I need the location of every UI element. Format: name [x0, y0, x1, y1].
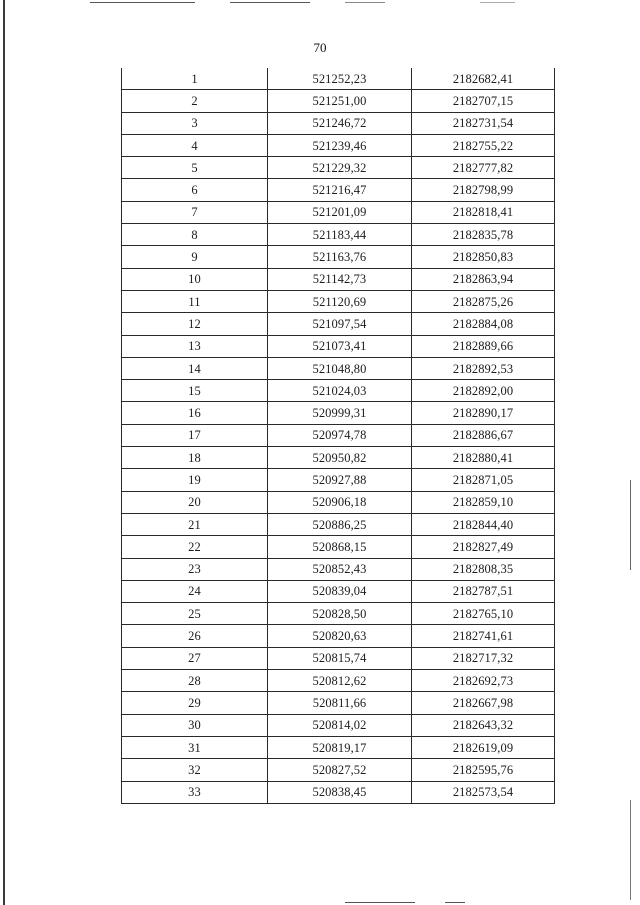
y-coordinate-cell: 2182890,17	[412, 402, 555, 424]
x-coordinate-cell: 521120,69	[268, 290, 412, 312]
x-coordinate-cell: 521201,09	[268, 201, 412, 223]
x-coordinate-cell: 520812,62	[268, 670, 412, 692]
x-coordinate-cell: 520827,52	[268, 759, 412, 781]
table-row	[122, 157, 555, 179]
scan-edge-top-4	[480, 2, 515, 3]
x-coordinate-cell: 521251,00	[268, 90, 412, 112]
y-coordinate-cell: 2182818,41	[412, 201, 555, 223]
x-coordinate-cell: 520820,63	[268, 625, 412, 647]
point-number-cell: 21	[122, 513, 268, 535]
point-number-cell: 6	[122, 179, 268, 201]
point-number-cell: 24	[122, 580, 268, 602]
x-coordinate-cell: 520852,43	[268, 558, 412, 580]
x-coordinate-cell: 521142,73	[268, 268, 412, 290]
point-number-cell: 11	[122, 290, 268, 312]
y-coordinate-cell: 2182871,05	[412, 469, 555, 491]
table-row	[122, 134, 555, 156]
table-row	[122, 491, 555, 513]
x-coordinate-cell: 521097,54	[268, 313, 412, 335]
x-coordinate-cell: 521229,32	[268, 157, 412, 179]
table-row	[122, 290, 555, 312]
scan-edge-top-2	[230, 2, 310, 3]
table-row	[122, 558, 555, 580]
point-number-cell: 18	[122, 447, 268, 469]
point-number-cell: 28	[122, 670, 268, 692]
x-coordinate-cell: 521048,80	[268, 357, 412, 379]
y-coordinate-cell: 2182880,41	[412, 447, 555, 469]
point-number-cell: 31	[122, 736, 268, 758]
x-coordinate-cell: 521073,41	[268, 335, 412, 357]
point-number-cell: 13	[122, 335, 268, 357]
y-coordinate-cell: 2182892,53	[412, 357, 555, 379]
table-row	[122, 90, 555, 112]
point-number-cell: 9	[122, 246, 268, 268]
x-coordinate-cell: 521252,23	[268, 68, 412, 90]
point-number-cell: 3	[122, 112, 268, 134]
table-row	[122, 714, 555, 736]
y-coordinate-cell: 2182765,10	[412, 603, 555, 625]
y-coordinate-cell: 2182884,08	[412, 313, 555, 335]
x-coordinate-cell: 520868,15	[268, 536, 412, 558]
point-number-cell: 29	[122, 692, 268, 714]
table-row	[122, 424, 555, 446]
point-number-cell: 15	[122, 380, 268, 402]
x-coordinate-cell: 520814,02	[268, 714, 412, 736]
table-row	[122, 402, 555, 424]
table-row	[122, 536, 555, 558]
scan-edge-top-3	[345, 2, 385, 3]
scan-edge-right-1	[630, 480, 631, 570]
x-coordinate-cell: 521183,44	[268, 224, 412, 246]
table-row	[122, 759, 555, 781]
table-row	[122, 625, 555, 647]
y-coordinate-cell: 2182859,10	[412, 491, 555, 513]
y-coordinate-cell: 2182850,83	[412, 246, 555, 268]
point-number-cell: 26	[122, 625, 268, 647]
point-number-cell: 16	[122, 402, 268, 424]
x-coordinate-cell: 520819,17	[268, 736, 412, 758]
y-coordinate-cell: 2182875,26	[412, 290, 555, 312]
table-row	[122, 224, 555, 246]
table-row	[122, 670, 555, 692]
table-row	[122, 246, 555, 268]
x-coordinate-cell: 520811,66	[268, 692, 412, 714]
table-row	[122, 647, 555, 669]
y-coordinate-cell: 2182707,15	[412, 90, 555, 112]
y-coordinate-cell: 2182643,32	[412, 714, 555, 736]
point-number-cell: 14	[122, 357, 268, 379]
y-coordinate-cell: 2182863,94	[412, 268, 555, 290]
y-coordinate-cell: 2182889,66	[412, 335, 555, 357]
y-coordinate-cell: 2182808,35	[412, 558, 555, 580]
x-coordinate-cell: 520906,18	[268, 491, 412, 513]
table-row	[122, 513, 555, 535]
point-number-cell: 2	[122, 90, 268, 112]
x-coordinate-cell: 520815,74	[268, 647, 412, 669]
table-row	[122, 313, 555, 335]
coordinates-table-body	[122, 68, 555, 803]
point-number-cell: 8	[122, 224, 268, 246]
scan-edge-top-1	[90, 2, 195, 3]
x-coordinate-cell: 521246,72	[268, 112, 412, 134]
scan-edge-bottom-1	[345, 902, 415, 903]
point-number-cell: 10	[122, 268, 268, 290]
y-coordinate-cell: 2182667,98	[412, 692, 555, 714]
x-coordinate-cell: 520974,78	[268, 424, 412, 446]
point-number-cell: 12	[122, 313, 268, 335]
point-number-cell: 25	[122, 603, 268, 625]
y-coordinate-cell: 2182798,99	[412, 179, 555, 201]
y-coordinate-cell: 2182682,41	[412, 68, 555, 90]
table-row	[122, 112, 555, 134]
y-coordinate-cell: 2182595,76	[412, 759, 555, 781]
coordinates-table	[121, 68, 555, 804]
x-coordinate-cell: 521239,46	[268, 134, 412, 156]
y-coordinate-cell: 2182777,82	[412, 157, 555, 179]
x-coordinate-cell: 521024,03	[268, 380, 412, 402]
table-row	[122, 380, 555, 402]
y-coordinate-cell: 2182619,09	[412, 736, 555, 758]
scan-edge-bottom-2	[445, 902, 465, 903]
y-coordinate-cell: 2182731,54	[412, 112, 555, 134]
point-number-cell: 5	[122, 157, 268, 179]
y-coordinate-cell: 2182755,22	[412, 134, 555, 156]
y-coordinate-cell: 2182692,73	[412, 670, 555, 692]
x-coordinate-cell: 521216,47	[268, 179, 412, 201]
x-coordinate-cell: 520828,50	[268, 603, 412, 625]
table-row	[122, 268, 555, 290]
y-coordinate-cell: 2182835,78	[412, 224, 555, 246]
point-number-cell: 22	[122, 536, 268, 558]
table-row	[122, 692, 555, 714]
table-row	[122, 179, 555, 201]
x-coordinate-cell: 520839,04	[268, 580, 412, 602]
point-number-cell: 1	[122, 68, 268, 90]
x-coordinate-cell: 521163,76	[268, 246, 412, 268]
point-number-cell: 32	[122, 759, 268, 781]
y-coordinate-cell: 2182787,51	[412, 580, 555, 602]
table-row	[122, 201, 555, 223]
x-coordinate-cell: 520838,45	[268, 781, 412, 803]
y-coordinate-cell: 2182827,49	[412, 536, 555, 558]
point-number-cell: 27	[122, 647, 268, 669]
y-coordinate-cell: 2182573,54	[412, 781, 555, 803]
y-coordinate-cell: 2182886,67	[412, 424, 555, 446]
table-row	[122, 469, 555, 491]
table-row	[122, 447, 555, 469]
point-number-cell: 7	[122, 201, 268, 223]
x-coordinate-cell: 520999,31	[268, 402, 412, 424]
table-row	[122, 781, 555, 803]
table-row	[122, 580, 555, 602]
point-number-cell: 33	[122, 781, 268, 803]
y-coordinate-cell: 2182844,40	[412, 513, 555, 535]
point-number-cell: 23	[122, 558, 268, 580]
table-row	[122, 357, 555, 379]
y-coordinate-cell: 2182741,61	[412, 625, 555, 647]
table-row	[122, 603, 555, 625]
page-number: 70	[313, 40, 327, 55]
point-number-cell: 4	[122, 134, 268, 156]
y-coordinate-cell: 2182717,32	[412, 647, 555, 669]
point-number-cell: 30	[122, 714, 268, 736]
x-coordinate-cell: 520886,25	[268, 513, 412, 535]
point-number-cell: 19	[122, 469, 268, 491]
scan-edge-left	[3, 0, 5, 905]
point-number-cell: 17	[122, 424, 268, 446]
x-coordinate-cell: 520950,82	[268, 447, 412, 469]
table-row	[122, 736, 555, 758]
x-coordinate-cell: 520927,88	[268, 469, 412, 491]
scan-edge-right-2	[630, 800, 631, 900]
table-row	[122, 335, 555, 357]
table-row	[122, 68, 555, 90]
y-coordinate-cell: 2182892,00	[412, 380, 555, 402]
point-number-cell: 20	[122, 491, 268, 513]
